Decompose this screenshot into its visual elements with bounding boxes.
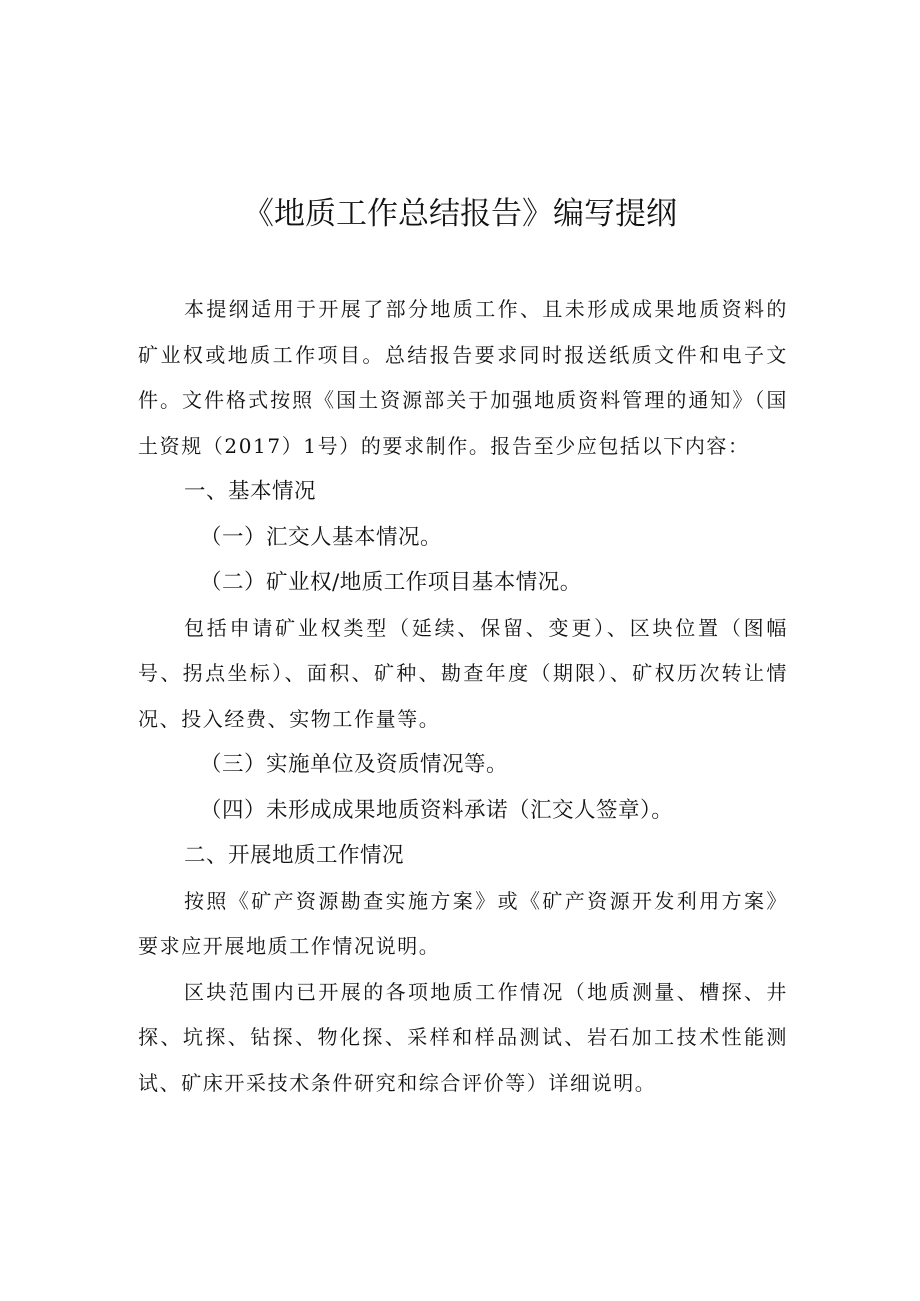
section-1-item-1: （一）汇交人基本情况。 (200, 524, 443, 550)
section-1-item-4: （四）未形成成果地质资料承诺（汇交人签章）。 (200, 797, 674, 823)
section-2-paragraph-1: 按照《矿产资源勘查实施方案》或《矿产资源开发利用方案》要求应开展地质工作情况说明。 (138, 888, 788, 958)
intro-paragraph: 本提纲适用于开展了部分地质工作、且未形成成果地质资料的矿业权或地质工作项目。总结报告要求同时报送纸质文件和电子文件。文件格式按照《国土资源部关于加强地质资料管理的通知》（国土资规（2017）1号）的要求制作。报告至少应包括以下内容： (138, 297, 788, 458)
section-1-item-2: （二）矿业权/地质工作项目基本情况。 (200, 570, 582, 595)
section-1-heading: 一、基本情况 (184, 479, 317, 504)
document-body (138, 287, 788, 1106)
section-1-item-2-detail: 包括申请矿业权类型（延续、保留、变更）、区块位置（图幅号、拐点坐标）、面积、矿种、勘查年度（期限）、矿权历次转让情况、投入经费、实物工作量等。 (138, 615, 788, 731)
section-1-item-3: （三）实施单位及资质情况等。 (200, 752, 509, 777)
section-2-paragraph-2: 区块范围内已开展的各项地质工作情况（地质测量、槽探、井探、坑探、钻探、物化探、采样和样品测试、岩石加工技术性能测试、矿床开采技术条件研究和综合评价等）详细说明。 (138, 979, 788, 1095)
section-2-heading: 二、开展地质工作情况 (184, 843, 405, 868)
document-title: 《地质工作总结报告》编写提纲 (243, 196, 677, 232)
